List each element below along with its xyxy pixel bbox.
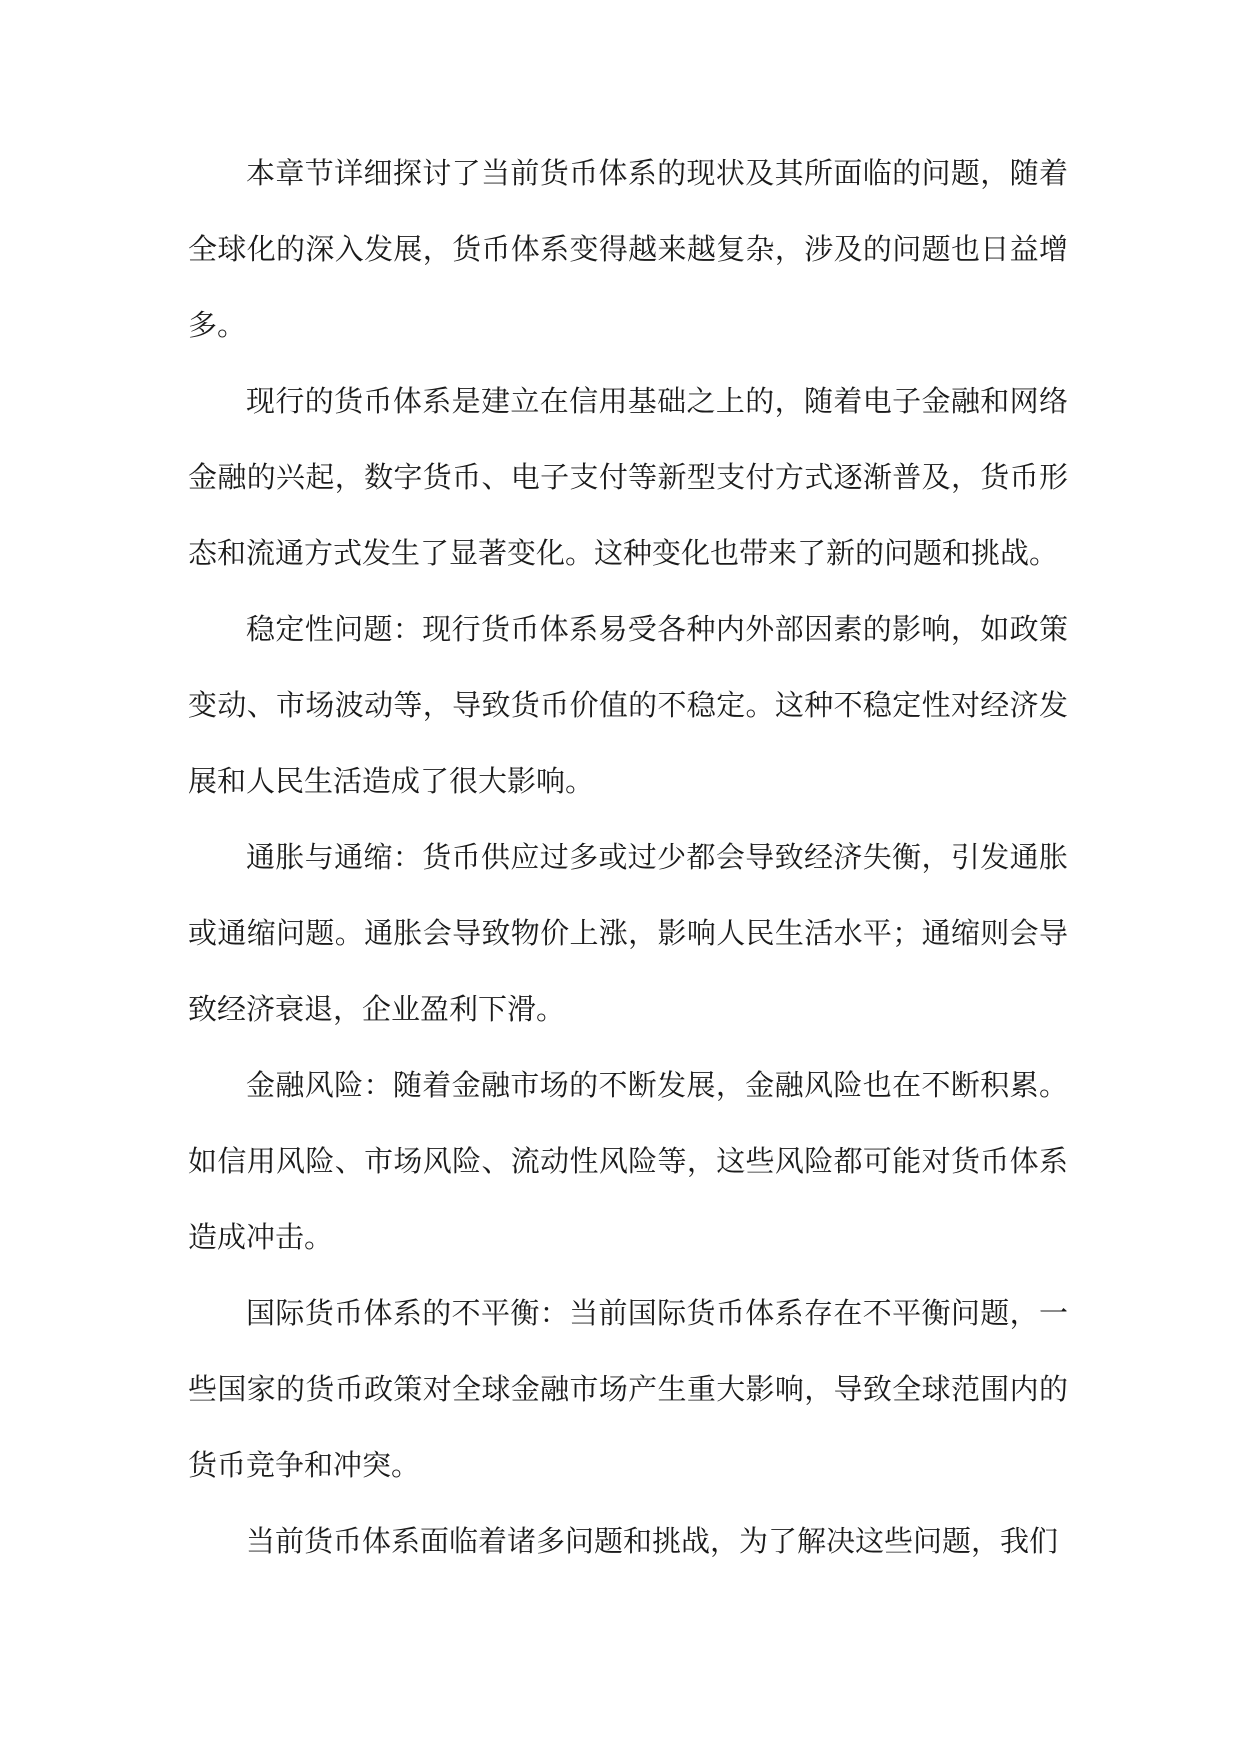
paragraph-inflation-deflation: 通胀与通缩：货币供应过多或过少都会导致经济失衡，引发通胀或通缩问题。通胀会导致物价上涨，影响人民生活水平；通缩则会导致经济衰退，企业盈利下滑。 [188, 840, 1068, 1026]
paragraph-international-imbalance: 国际货币体系的不平衡：当前国际货币体系存在不平衡问题，一些国家的货币政策对全球金融市场产生重大影响，导致全球范围内的货币竞争和冲突。 [188, 1296, 1068, 1482]
paragraph-current-system: 现行的货币体系是建立在信用基础之上的，随着电子金融和网络金融的兴起，数字货币、电子支付等新型支付方式逐渐普及，货币形态和流通方式发生了显著变化。这种变化也带来了新的问题和挑战。 [188, 384, 1068, 570]
paragraph-stability: 稳定性问题：现行货币体系易受各种内外部因素的影响，如政策变动、市场波动等，导致货币价值的不稳定。这种不稳定性对经济发展和人民生活造成了很大影响。 [188, 612, 1068, 798]
body-text [188, 135, 1068, 1579]
paragraph-intro: 本章节详细探讨了当前货币体系的现状及其所面临的问题，随着全球化的深入发展，货币体系变得越来越复杂，涉及的问题也日益增多。 [188, 156, 1068, 342]
paragraph-conclusion: 当前货币体系面临着诸多问题和挑战，为了解决这些问题，我们 [246, 1524, 1059, 1558]
paragraph-financial-risk: 金融风险：随着金融市场的不断发展，金融风险也在不断积累。如信用风险、市场风险、流动性风险等，这些风险都可能对货币体系造成冲击。 [188, 1068, 1068, 1254]
